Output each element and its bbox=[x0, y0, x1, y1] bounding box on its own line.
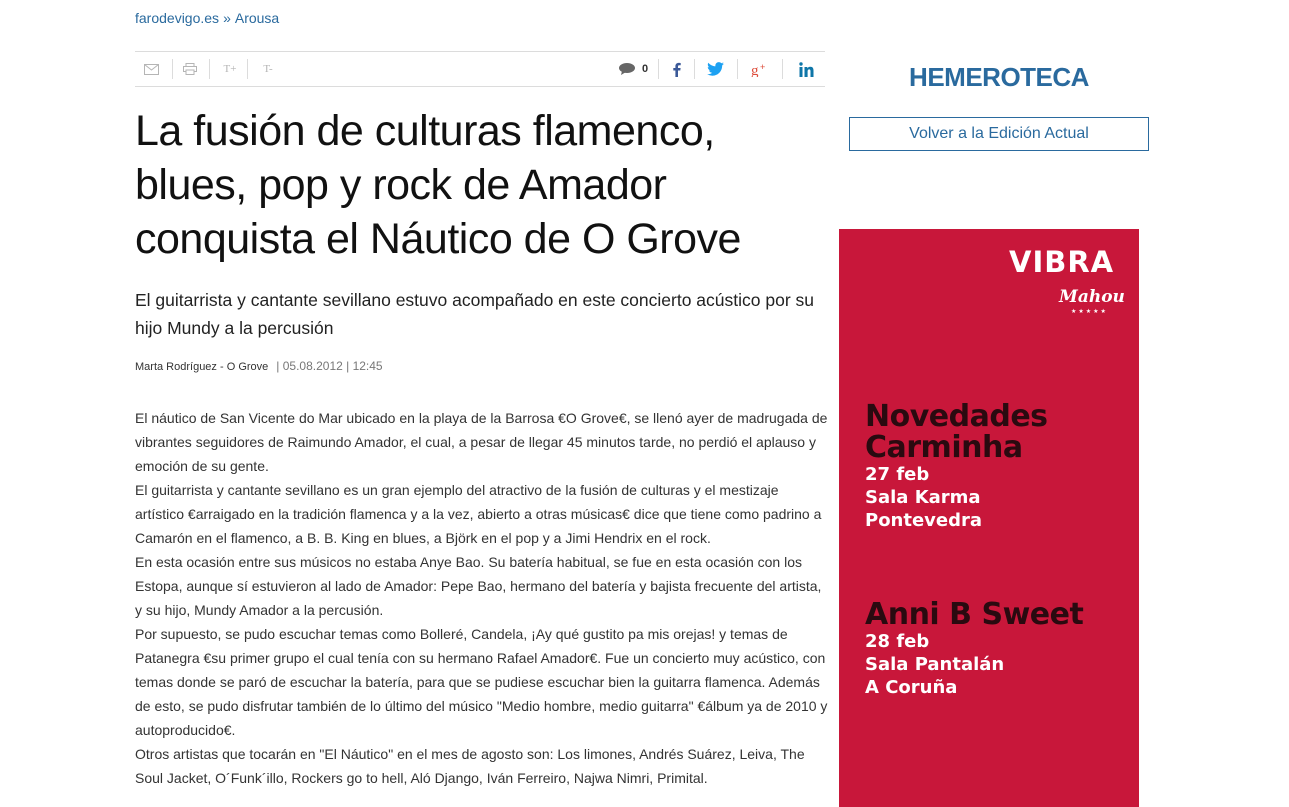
breadcrumb-section-link[interactable]: Arousa bbox=[234, 10, 280, 26]
paragraph: Otros artistas que tocarán en "El Náutico" en el mes de agosto son: Los limones, Andrés Suárez, Leiva, The Soul Jacket, O´Funk´illo, Rockers go to hell, Aló Django, Iván Ferreiro, Najwa Nimri, Primital. bbox=[135, 746, 805, 786]
toolbar-divider bbox=[209, 59, 210, 79]
ad-brand-logo: VIBRA bbox=[1009, 245, 1115, 279]
breadcrumb bbox=[135, 10, 279, 26]
article-headline: La fusión de culturas flamenco, blues, pop y rock de Amador conquista el Náutico de O Grove bbox=[135, 107, 741, 263]
comment-count: 0 bbox=[641, 63, 649, 75]
toolbar-divider bbox=[247, 59, 248, 79]
toolbar-divider bbox=[172, 59, 173, 79]
ad-brand-sub: Mahou bbox=[1059, 287, 1125, 307]
ad-event-title: Anni B Sweet bbox=[865, 597, 1084, 632]
toolbar-divider bbox=[782, 59, 783, 79]
ad-event-city: A Coruña bbox=[865, 677, 958, 698]
comments-button[interactable] bbox=[615, 52, 651, 86]
ad-event-title: Novedades bbox=[865, 399, 1048, 434]
google-plus-share-button[interactable] bbox=[749, 52, 771, 86]
twitter-share-button[interactable] bbox=[703, 52, 727, 86]
byline bbox=[135, 359, 383, 373]
ad-event-date: 27 feb bbox=[865, 464, 930, 485]
ad-event-date: 28 feb bbox=[865, 631, 930, 652]
ad-event-venue: Sala Pantalán bbox=[865, 654, 1005, 675]
paragraph: El náutico de San Vicente do Mar ubicado en la playa de la Barrosa €O Grove€, se llenó ayer de madrugada de vibrantes seguidores de Raimundo Amador, el cual, a pesar de llegar 45 minutos tarde, no perdió el aplauso y emoción de su gente. bbox=[135, 410, 828, 474]
back-to-current-edition-button[interactable]: Volver a la Edición Actual bbox=[849, 117, 1149, 151]
article-subtitle: El guitarrista y cantante sevillano estuvo acompañado en este concierto acústico por su hijo Mundy a la percusión bbox=[135, 290, 814, 338]
paragraph: El guitarrista y cantante sevillano es un gran ejemplo del atractivo de la fusión de culturas y el mestizaje artístico €arraigado en la tradición flamenca y a la vez, abierto a otras músicas€ dice que tiene como padrino a Camarón en el flamenco, a B. B. King en blues, a Björk en el pop y a Jimi Hendrix en el rock. bbox=[135, 482, 822, 546]
ad-event-venue: Sala Karma bbox=[865, 487, 981, 508]
paragraph: En esta ocasión entre sus músicos no estaba Anye Bao. Su batería habitual, se fue en esta ocasión con los Estopa, aunque sí estuvieron al lado de Amador: Pepe Bao, hermano del batería y bajista frecuente del artista, y su hijo, Mundy Amador a la percusión. bbox=[135, 554, 822, 618]
google-plus-icon bbox=[751, 62, 769, 77]
email-button[interactable] bbox=[141, 52, 161, 86]
advertisement[interactable] bbox=[839, 229, 1139, 807]
paragraph: Por supuesto, se pudo escuchar temas como Bolleré, Candela, ¡Ay qué gustito pa mis orejas! y temas de Patanegra €su primer grupo el cual tenía con su hermano Rafael Amador€. Fue un concierto muy acústico, con temas donde se paró de escuchar la batería, para que se pudiese escuchar bien la guitarra flamenca. Además de esto, se pudo disfrutar también de lo último del músico "Medio hombre, medio guitarra" €álbum ya de 2010 y autoproducido€. bbox=[135, 626, 828, 738]
publish-date: | 05.08.2012 | 12:45 bbox=[276, 359, 383, 373]
print-button[interactable] bbox=[180, 52, 200, 86]
twitter-icon bbox=[707, 62, 724, 76]
font-decrease-label: T- bbox=[263, 63, 273, 75]
ad-event bbox=[865, 401, 1135, 532]
svg-text:+: + bbox=[760, 61, 766, 72]
font-decrease-button[interactable] bbox=[257, 52, 279, 86]
author: Marta Rodríguez - O Grove bbox=[135, 361, 269, 373]
ad-event bbox=[865, 599, 1135, 699]
facebook-icon bbox=[673, 62, 681, 77]
toolbar-divider bbox=[658, 59, 659, 79]
ad-stars: ★★★★★ bbox=[1071, 309, 1108, 315]
speech-bubble-icon bbox=[618, 62, 636, 76]
toolbar-divider bbox=[694, 59, 695, 79]
ad-event-city: Pontevedra bbox=[865, 510, 983, 531]
facebook-share-button[interactable] bbox=[667, 52, 687, 86]
hemeroteca-title: HEMEROTECA bbox=[909, 62, 1089, 92]
linkedin-icon bbox=[799, 62, 814, 77]
ad-event-title: Carminha bbox=[865, 430, 1023, 465]
article-body bbox=[135, 406, 829, 790]
envelope-icon bbox=[144, 64, 159, 75]
printer-icon bbox=[183, 63, 197, 75]
article-toolbar bbox=[135, 51, 825, 87]
breadcrumb-site-link[interactable]: farodevigo.es bbox=[135, 10, 220, 26]
linkedin-share-button[interactable] bbox=[796, 52, 816, 86]
toolbar-divider bbox=[737, 59, 738, 79]
font-increase-label: T+ bbox=[223, 63, 237, 75]
font-increase-button[interactable] bbox=[219, 52, 241, 86]
svg-text:g: g bbox=[751, 62, 759, 77]
breadcrumb-separator: » bbox=[223, 10, 231, 26]
